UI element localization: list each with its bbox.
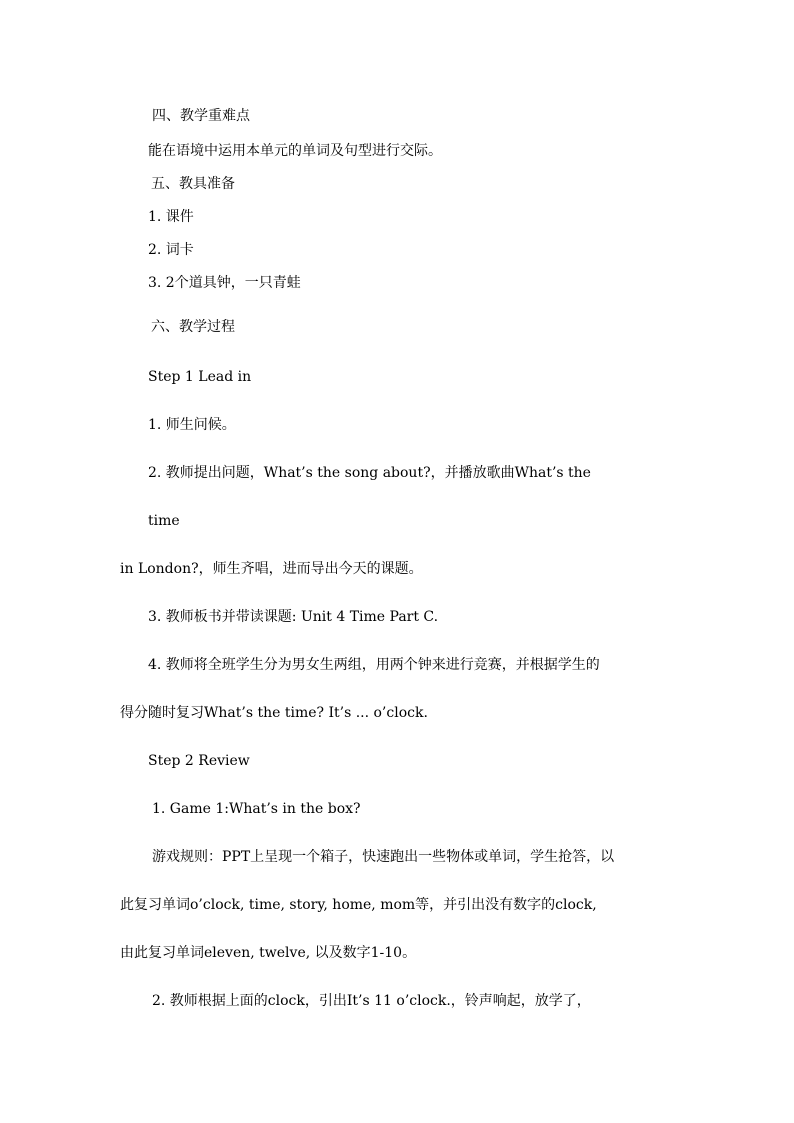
step2-paragraph: 2. 教师根据上面的clock，引出It’s 11 o’clock.，铃声响起，放学了， <box>152 993 591 1009</box>
section4-text: 能在语境中运用本单元的单词及句型进行交际。 <box>148 143 442 159</box>
step1-paragraph: 4. 教师将全班学生分为男女生两组，用两个钟来进行竞赛，并根据学生的 <box>148 657 600 673</box>
section5-heading: 五、教具准备 <box>151 176 235 192</box>
list-item: 3. 2个道具钟，一只青蛙 <box>148 275 301 291</box>
step1-paragraph: time <box>148 513 180 529</box>
list-item: 2. 词卡 <box>148 242 194 258</box>
step2-rules: 此复习单词o’clock, time, story, home, mom等，并引出没有数字的clock, <box>120 897 597 913</box>
step1-paragraph: 3. 教师板书并带读课题: Unit 4 Time Part C. <box>148 609 439 625</box>
step2-game: 1. Game 1:What’s in the box? <box>152 801 361 817</box>
step2-rules: 游戏规则：PPT上呈现一个箱子，快速跑出一些物体或单词，学生抢答，以 <box>152 849 615 865</box>
section6-heading: 六、教学过程 <box>151 319 235 335</box>
section4-heading: 四、教学重难点 <box>152 108 250 124</box>
step1-paragraph: 1. 师生问候。 <box>148 417 236 433</box>
step1-paragraph: in London?，师生齐唱，进而导出今天的课题。 <box>120 561 423 577</box>
step1-paragraph: 2. 教师提出问题，What’s the song about?，并播放歌曲What’s the <box>148 465 591 481</box>
list-item: 1. 课件 <box>148 209 194 225</box>
step2-rules: 由此复习单词eleven, twelve, 以及数字1-10。 <box>120 945 417 961</box>
step1-paragraph: 得分随时复习What’s the time? It’s ... o’clock. <box>120 705 428 721</box>
step1-title: Step 1 Lead in <box>148 369 252 385</box>
step2-title: Step 2 Review <box>148 753 250 769</box>
